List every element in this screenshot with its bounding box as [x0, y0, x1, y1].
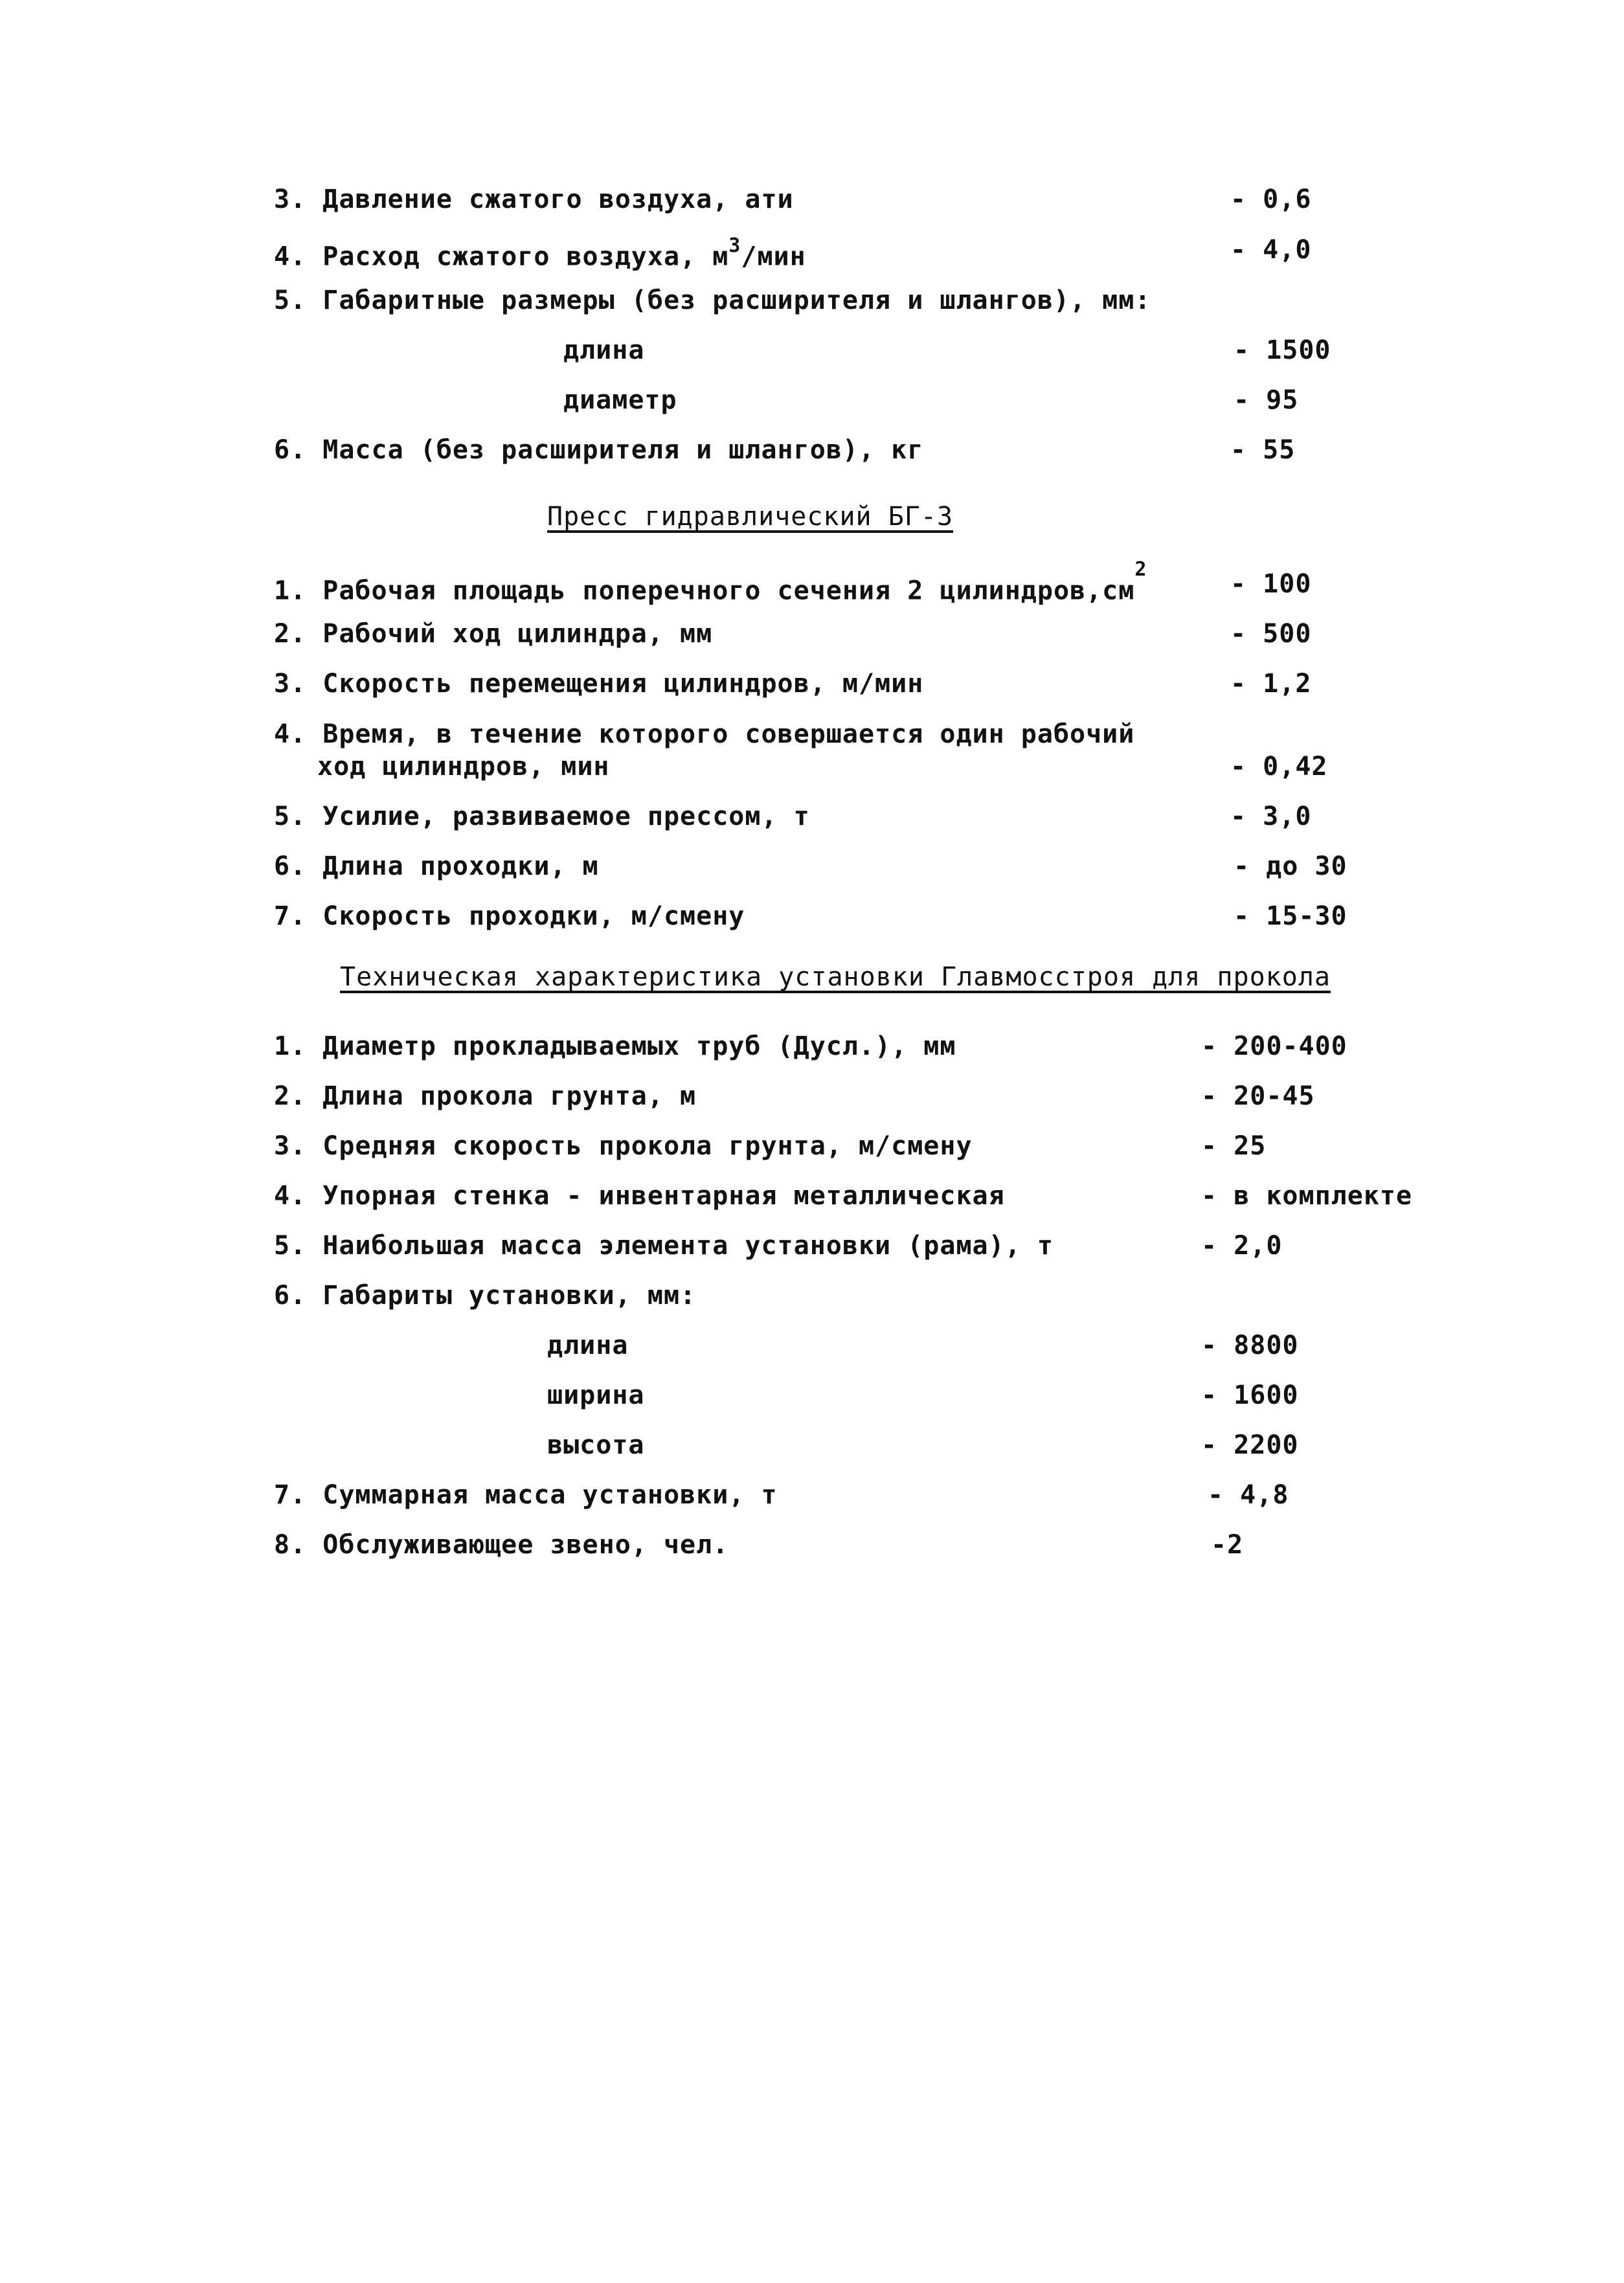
s3-item7-label: 7. Суммарная масса установки, т: [274, 1480, 778, 1510]
s3-item7-value: - 4,8: [1208, 1480, 1289, 1510]
s2-item3-value: - 1,2: [1230, 669, 1312, 699]
s3-item2-label: 2. Длина прокола грунта, м: [274, 1081, 697, 1111]
s2-item1-label: [274, 558, 1147, 606]
s1-item6-value: - 55: [1230, 435, 1296, 465]
s1-item5-length-label: длина: [563, 335, 645, 365]
s2-item2-value: - 500: [1230, 619, 1312, 649]
s2-item1-sup: 2: [1134, 558, 1147, 581]
s3-item1-value: - 200-400: [1201, 1031, 1348, 1061]
s2-item3-label: 3. Скорость перемещения цилиндров, м/мин: [274, 669, 924, 699]
s3-item5-label: 5. Наибольшая масса элемента установки (рама), т: [274, 1231, 1054, 1261]
s1-item4-label: [274, 234, 806, 272]
s3-item2-value: - 20-45: [1201, 1081, 1315, 1111]
s3-item3-label: 3. Средняя скорость прокола грунта, м/смену: [274, 1131, 973, 1161]
s3-item8-value: -2: [1211, 1530, 1244, 1560]
s3-item5-value: - 2,0: [1201, 1231, 1283, 1261]
s2-item2-label: 2. Рабочий ход цилиндра, мм: [274, 619, 713, 649]
s2-item7-label: 7. Скорость проходки, м/смену: [274, 901, 745, 931]
s2-item4-value: - 0,42: [1230, 752, 1328, 782]
s1-item4-value: - 4,0: [1230, 235, 1312, 265]
s3-item4-value: - в комплекте: [1201, 1181, 1413, 1211]
s3-item8-label: 8. Обслуживающее звено, чел.: [274, 1530, 729, 1560]
s2-item5-value: - 3,0: [1230, 802, 1312, 831]
s2-item6-value: - до 30: [1234, 851, 1348, 881]
s2-item4-label-line2: ход цилиндров, мин: [317, 752, 610, 782]
s1-item5-length-value: - 1500: [1234, 335, 1331, 365]
s1-item4-sup: 3: [728, 234, 741, 257]
section3-heading: Техническая характеристика установки Главмосстроя для прокола: [340, 962, 1331, 992]
s2-item1-value: - 100: [1230, 569, 1312, 599]
s3-item6-width-value: - 1600: [1201, 1380, 1299, 1410]
s3-item6-height-label: высота: [547, 1430, 645, 1460]
s1-item5-label: 5. Габаритные размеры (без расширителя и шлангов), мм:: [274, 286, 1151, 315]
s3-item1-label: 1. Диаметр прокладываемых труб (Дусл.), мм: [274, 1031, 956, 1061]
s3-item6-width-label: ширина: [547, 1380, 645, 1410]
s3-item6-height-value: - 2200: [1201, 1430, 1299, 1460]
s3-item6-label: 6. Габариты установки, мм:: [274, 1281, 697, 1310]
s2-item4-label-line1: 4. Время, в течение которого совершается один рабочий: [274, 719, 1135, 749]
s3-item6-length-value: - 8800: [1201, 1331, 1299, 1360]
s2-item7-value: - 15-30: [1234, 901, 1348, 931]
s1-item3-label: 3. Давление сжатого воздуха, ати: [274, 185, 794, 214]
s3-item4-label: 4. Упорная стенка - инвентарная металлическая: [274, 1181, 1005, 1211]
s1-item5-diameter-value: - 95: [1234, 385, 1299, 415]
s2-item6-label: 6. Длина проходки, м: [274, 851, 599, 881]
s1-item5-diameter-label: диаметр: [563, 385, 677, 415]
s2-item5-label: 5. Усилие, развиваемое прессом, т: [274, 802, 810, 831]
s1-item4-label-post: /мин: [741, 242, 806, 272]
s2-item1-label-text: 1. Рабочая площадь поперечного сечения 2 цилиндров,см: [274, 576, 1135, 606]
s1-item4-label-pre: 4. Расход сжатого воздуха, м: [274, 242, 729, 272]
s1-item6-label: 6. Масса (без расширителя и шлангов), кг: [274, 435, 924, 465]
s3-item3-value: - 25: [1201, 1131, 1267, 1161]
s3-item6-length-label: длина: [547, 1331, 629, 1360]
section2-heading: Пресс гидравлический БГ-3: [547, 502, 954, 532]
s1-item3-value: - 0,6: [1230, 185, 1312, 214]
